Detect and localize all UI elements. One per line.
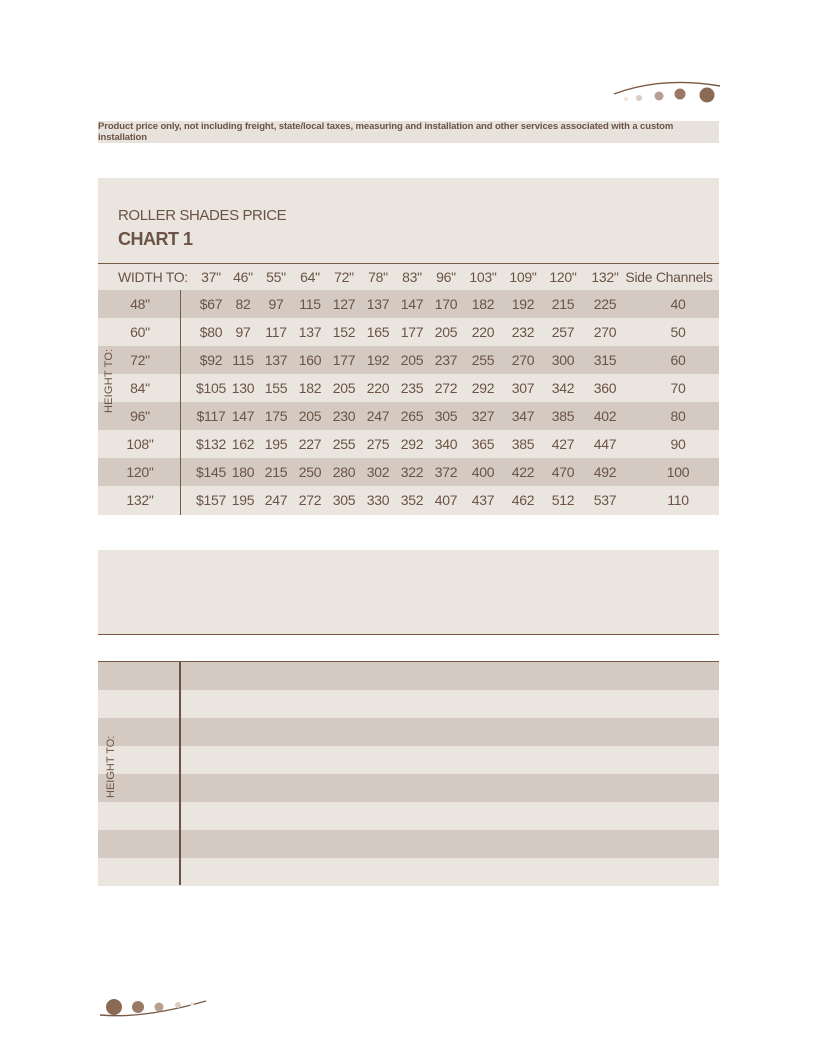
price-cell: $117 bbox=[196, 408, 226, 424]
price-cell: 182 bbox=[298, 380, 322, 396]
column-divider bbox=[180, 290, 181, 515]
row-height-label: 120" bbox=[126, 464, 154, 480]
price-cell: 247 bbox=[264, 492, 288, 508]
chart-title-line1: ROLLER SHADES PRICE bbox=[118, 207, 287, 224]
price-cell: 147 bbox=[231, 408, 255, 424]
price-cell: 182 bbox=[471, 296, 495, 312]
price-cell: 305 bbox=[434, 408, 458, 424]
price-cell: 175 bbox=[264, 408, 288, 424]
price-cell: 137 bbox=[366, 296, 390, 312]
width-header: 78" bbox=[368, 269, 388, 285]
price-cell: 147 bbox=[400, 296, 424, 312]
price-cell: 270 bbox=[593, 324, 617, 340]
price-cell: 227 bbox=[298, 436, 322, 452]
price-cell: 330 bbox=[366, 492, 390, 508]
price-cell: 247 bbox=[366, 408, 390, 424]
price-cell: 205 bbox=[434, 324, 458, 340]
price-cell: 205 bbox=[400, 352, 424, 368]
price-cell: 97 bbox=[268, 296, 284, 312]
table-row bbox=[98, 430, 719, 458]
price-cell: 195 bbox=[264, 436, 288, 452]
price-cell: 215 bbox=[264, 464, 288, 480]
price-cell: 192 bbox=[511, 296, 535, 312]
price-cell: 270 bbox=[511, 352, 535, 368]
price-cell: $80 bbox=[199, 324, 223, 340]
table-row bbox=[98, 346, 719, 374]
price-cell: 422 bbox=[511, 464, 535, 480]
row-height-label: 48" bbox=[130, 296, 150, 312]
row-height-label: 84" bbox=[130, 380, 150, 396]
price-cell: 462 bbox=[511, 492, 535, 508]
price-cell: 215 bbox=[551, 296, 575, 312]
price-cell: 352 bbox=[400, 492, 424, 508]
table-row bbox=[98, 802, 719, 830]
price-cell: 427 bbox=[551, 436, 575, 452]
price-cell: 155 bbox=[264, 380, 288, 396]
table-row bbox=[98, 458, 719, 486]
price-cell: 307 bbox=[511, 380, 535, 396]
price-cell: 385 bbox=[551, 408, 575, 424]
price-cell: 97 bbox=[235, 324, 251, 340]
height-to-label: HEIGHT TO: bbox=[105, 735, 117, 798]
price-cell: 220 bbox=[471, 324, 495, 340]
width-header: 46" bbox=[233, 269, 253, 285]
price-cell: 250 bbox=[298, 464, 322, 480]
price-cell: 162 bbox=[231, 436, 255, 452]
price-cell: 255 bbox=[471, 352, 495, 368]
table-row bbox=[98, 858, 719, 886]
chart-title-line2: CHART 1 bbox=[118, 229, 193, 249]
price-cell: 117 bbox=[265, 324, 287, 340]
price-cell: 177 bbox=[400, 324, 424, 340]
price-cell: 115 bbox=[232, 352, 254, 368]
price-cell: 302 bbox=[366, 464, 390, 480]
width-header: 64" bbox=[300, 269, 320, 285]
width-header-row bbox=[98, 263, 719, 290]
price-cell: 230 bbox=[332, 408, 356, 424]
price-cell: 130 bbox=[231, 380, 255, 396]
price-cell: 537 bbox=[593, 492, 617, 508]
brand-logo-top-icon bbox=[612, 78, 722, 108]
height-to-label: HEIGHT TO: bbox=[103, 348, 115, 413]
width-header: 109" bbox=[509, 269, 537, 285]
price-cell: 220 bbox=[366, 380, 390, 396]
table-row bbox=[98, 690, 719, 718]
price-cell: 512 bbox=[551, 492, 575, 508]
table-row bbox=[98, 374, 719, 402]
side-channel-cell: 90 bbox=[670, 436, 686, 452]
price-chart-1 bbox=[98, 178, 719, 515]
chart-2-title-area bbox=[98, 550, 719, 635]
price-cell: $92 bbox=[199, 352, 223, 368]
price-cell: 170 bbox=[434, 296, 458, 312]
price-cell: 275 bbox=[366, 436, 390, 452]
price-cell: 192 bbox=[366, 352, 390, 368]
table-row bbox=[98, 662, 719, 690]
price-cell: 177 bbox=[332, 352, 356, 368]
price-cell: 165 bbox=[366, 324, 390, 340]
side-channel-cell: 100 bbox=[666, 464, 690, 480]
price-cell: 305 bbox=[332, 492, 356, 508]
chart-2-header-row bbox=[98, 635, 719, 662]
price-cell: 470 bbox=[551, 464, 575, 480]
price-cell: 180 bbox=[231, 464, 255, 480]
price-cell: 115 bbox=[299, 296, 321, 312]
price-cell: 137 bbox=[264, 352, 288, 368]
side-channel-cell: 60 bbox=[670, 352, 686, 368]
price-cell: 280 bbox=[332, 464, 356, 480]
price-cell: 82 bbox=[235, 296, 251, 312]
width-header: 132" bbox=[591, 269, 619, 285]
price-cell: 372 bbox=[434, 464, 458, 480]
price-cell: 205 bbox=[298, 408, 322, 424]
price-cell: 407 bbox=[434, 492, 458, 508]
price-cell: 272 bbox=[434, 380, 458, 396]
price-cell: 195 bbox=[231, 492, 255, 508]
price-cell: 152 bbox=[332, 324, 356, 340]
table-row bbox=[98, 402, 719, 430]
table-row bbox=[98, 830, 719, 858]
price-cell: 492 bbox=[593, 464, 617, 480]
price-cell: 127 bbox=[332, 296, 356, 312]
price-cell: 347 bbox=[511, 408, 535, 424]
price-cell: $132 bbox=[196, 436, 226, 452]
width-header: 96" bbox=[436, 269, 456, 285]
disclaimer-bar: Product price only, not including freight, state/local taxes, measuring and installation and other services associated with a custom installation bbox=[98, 121, 719, 143]
price-cell: 437 bbox=[471, 492, 495, 508]
side-channel-cell: 80 bbox=[670, 408, 686, 424]
width-header: 103" bbox=[469, 269, 497, 285]
side-channel-cell: 40 bbox=[670, 296, 686, 312]
price-cell: 342 bbox=[551, 380, 575, 396]
width-header: 55" bbox=[266, 269, 286, 285]
price-cell: 300 bbox=[551, 352, 575, 368]
price-cell: 360 bbox=[593, 380, 617, 396]
price-cell: 385 bbox=[511, 436, 535, 452]
price-cell: 365 bbox=[471, 436, 495, 452]
table-row bbox=[98, 318, 719, 346]
price-cell: 315 bbox=[593, 352, 617, 368]
row-height-label: 96" bbox=[130, 408, 150, 424]
price-cell: 402 bbox=[593, 408, 617, 424]
brand-logo-bottom-icon bbox=[98, 995, 210, 1023]
price-cell: 237 bbox=[434, 352, 458, 368]
price-cell: 272 bbox=[298, 492, 322, 508]
width-header: 120" bbox=[549, 269, 577, 285]
width-header: 72" bbox=[334, 269, 354, 285]
side-channel-cell: 110 bbox=[667, 492, 689, 508]
price-cell: $105 bbox=[196, 380, 226, 396]
width-to-label: WIDTH TO: bbox=[118, 269, 188, 285]
row-height-label: 60" bbox=[130, 324, 150, 340]
side-channels-header: Side Channels bbox=[625, 269, 713, 285]
width-header: 37" bbox=[201, 269, 221, 285]
price-cell: 225 bbox=[593, 296, 617, 312]
price-cell: 327 bbox=[471, 408, 495, 424]
price-cell: 340 bbox=[434, 436, 458, 452]
price-cell: 160 bbox=[298, 352, 322, 368]
price-cell: 235 bbox=[400, 380, 424, 396]
side-channel-cell: 70 bbox=[670, 380, 686, 396]
price-cell: 205 bbox=[332, 380, 356, 396]
price-cell: 255 bbox=[332, 436, 356, 452]
table-row bbox=[98, 718, 719, 746]
table-row bbox=[98, 774, 719, 802]
price-cell: 292 bbox=[471, 380, 495, 396]
price-cell: 292 bbox=[400, 436, 424, 452]
price-chart-2 bbox=[98, 550, 719, 885]
table-row bbox=[98, 486, 719, 514]
price-cell: 257 bbox=[551, 324, 575, 340]
column-divider bbox=[179, 662, 181, 885]
row-height-label: 132" bbox=[126, 492, 154, 508]
price-cell: 400 bbox=[471, 464, 495, 480]
price-cell: 447 bbox=[593, 436, 617, 452]
width-header: 83" bbox=[402, 269, 422, 285]
price-cell: 265 bbox=[400, 408, 424, 424]
price-cell: $157 bbox=[196, 492, 226, 508]
price-cell: $67 bbox=[199, 296, 223, 312]
row-height-label: 108" bbox=[126, 436, 154, 452]
price-cell: 232 bbox=[511, 324, 535, 340]
table-row bbox=[98, 290, 719, 318]
price-cell: 322 bbox=[400, 464, 424, 480]
price-cell: $145 bbox=[196, 464, 226, 480]
table-row bbox=[98, 746, 719, 774]
price-cell: 137 bbox=[298, 324, 322, 340]
row-height-label: 72" bbox=[130, 352, 150, 368]
side-channel-cell: 50 bbox=[670, 324, 686, 340]
